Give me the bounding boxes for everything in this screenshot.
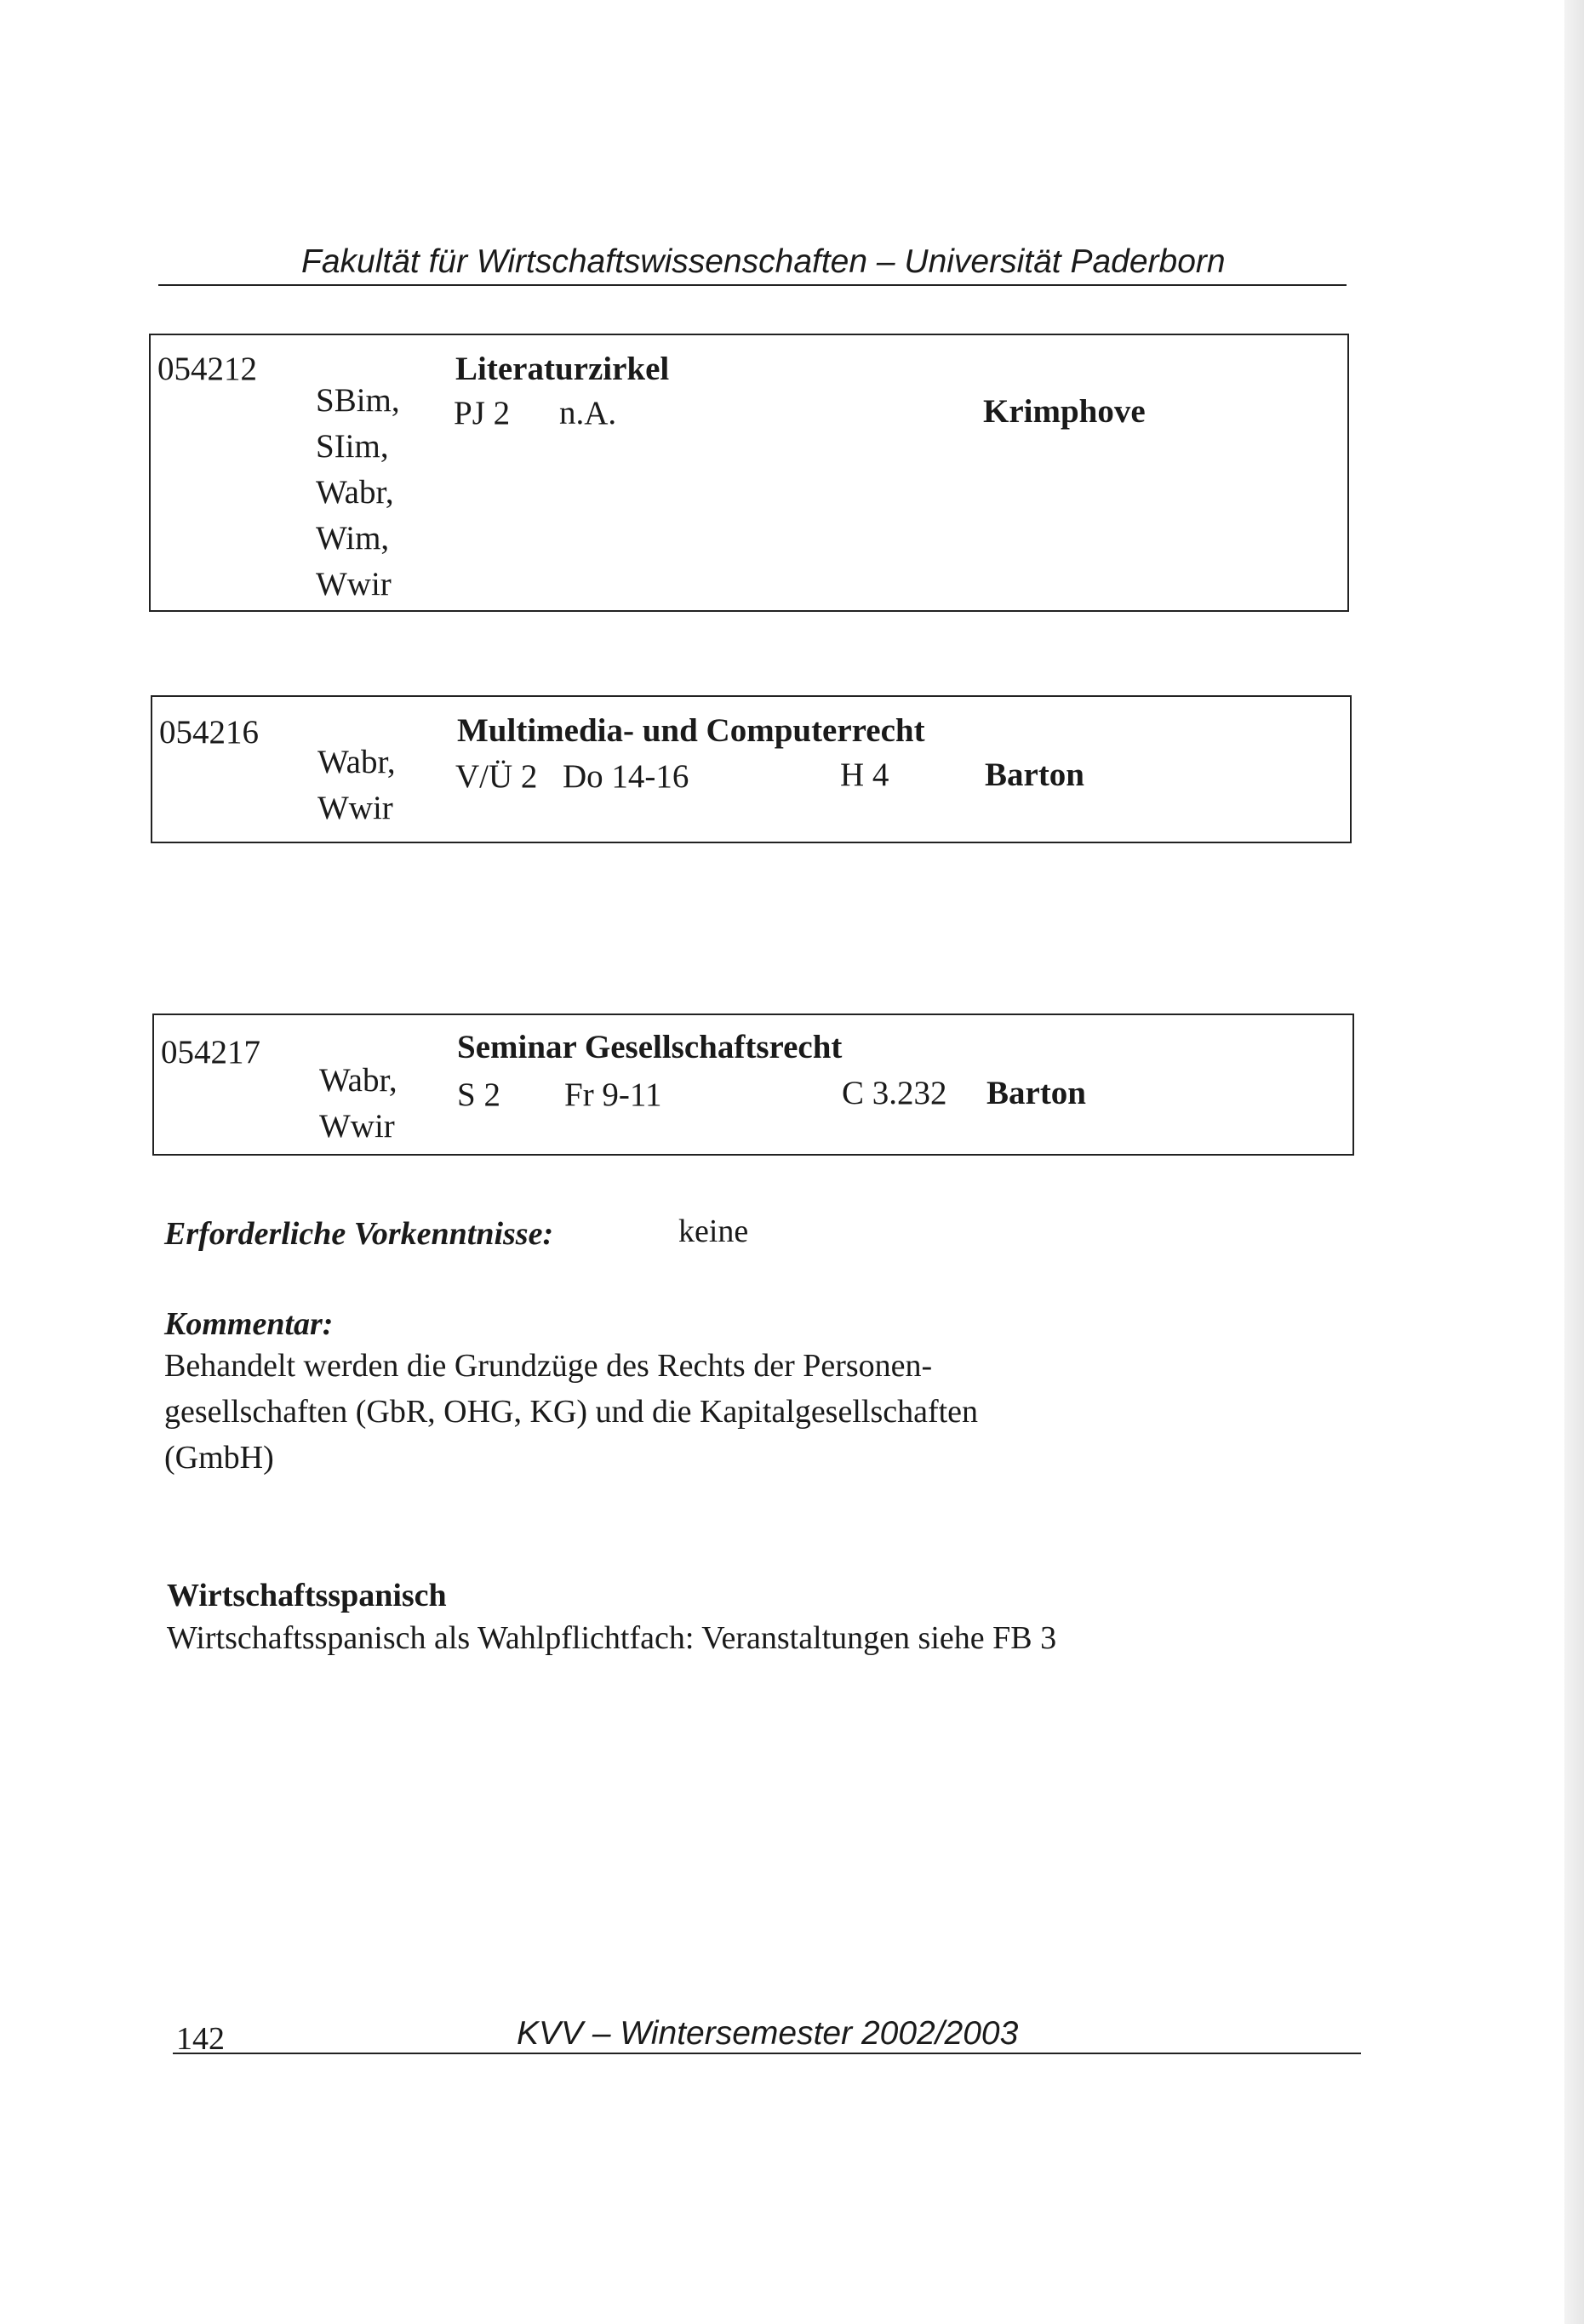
category: SBim, (316, 382, 400, 419)
course-title: Literaturzirkel (455, 351, 670, 387)
course-entry-054217 (152, 1014, 1354, 1156)
category: Wabr, (317, 744, 396, 780)
section-title: Wirtschaftsspanisch (167, 1578, 447, 1613)
course-entry-054212 (149, 334, 1349, 612)
section-text: Wirtschaftsspanisch als Wahlpflichtfach: Veranstaltungen siehe FB 3 (167, 1620, 1057, 1656)
category: Wwir (316, 566, 392, 602)
course-title: Seminar Gesellschaftsrecht (457, 1029, 843, 1065)
comment-line: gesellschaften (GbR, OHG, KG) und die Kapitalgesellschaften (164, 1394, 979, 1430)
course-entry-054216 (151, 695, 1352, 843)
course-number: 054212 (157, 351, 257, 387)
header-text: Fakultät für Wirtschaftswissenschaften – Universität Paderborn (301, 243, 1226, 280)
course-type: S 2 (457, 1076, 500, 1113)
category: Wwir (319, 1108, 395, 1145)
course-room: H 4 (840, 757, 889, 793)
category: Wwir (317, 790, 393, 826)
course-type: PJ 2 (454, 395, 511, 431)
course-time: Do 14-16 (563, 758, 689, 795)
course-number: 054216 (159, 714, 259, 751)
course-lecturer: Barton (985, 757, 1084, 793)
comment-line: Behandelt werden die Grundzüge des Rechts der Personen- (164, 1348, 933, 1384)
category: SIim, (316, 428, 389, 465)
course-categories (319, 1058, 397, 1150)
course-title: Multimedia- und Computerrecht (457, 712, 925, 749)
prerequisites-label: Erforderliche Vorkenntnisse: (164, 1216, 554, 1252)
course-number: 054217 (161, 1034, 260, 1071)
course-time: n.A. (559, 395, 617, 431)
category: Wabr, (316, 474, 394, 511)
course-room: C 3.232 (842, 1075, 947, 1111)
prerequisites-value: keine (678, 1213, 749, 1249)
course-type: V/Ü 2 (455, 758, 538, 795)
course-lecturer: Krimphove (983, 393, 1146, 430)
page-header (158, 240, 1347, 286)
category: Wabr, (319, 1062, 397, 1099)
course-lecturer: Barton (986, 1075, 1086, 1111)
comment-line: (GmbH) (164, 1440, 274, 1476)
comment-text (164, 1343, 978, 1481)
footer-text: KVV – Wintersemester 2002/2003 (517, 2015, 1019, 2052)
course-time: Fr 9-11 (564, 1076, 662, 1113)
page-edge (1564, 0, 1584, 2324)
page-number: 142 (176, 2021, 225, 2057)
course-categories (317, 739, 396, 831)
course-categories (316, 378, 400, 608)
comment-label: Kommentar: (164, 1306, 334, 1342)
page-footer (173, 2010, 1361, 2057)
category: Wim, (316, 520, 390, 557)
